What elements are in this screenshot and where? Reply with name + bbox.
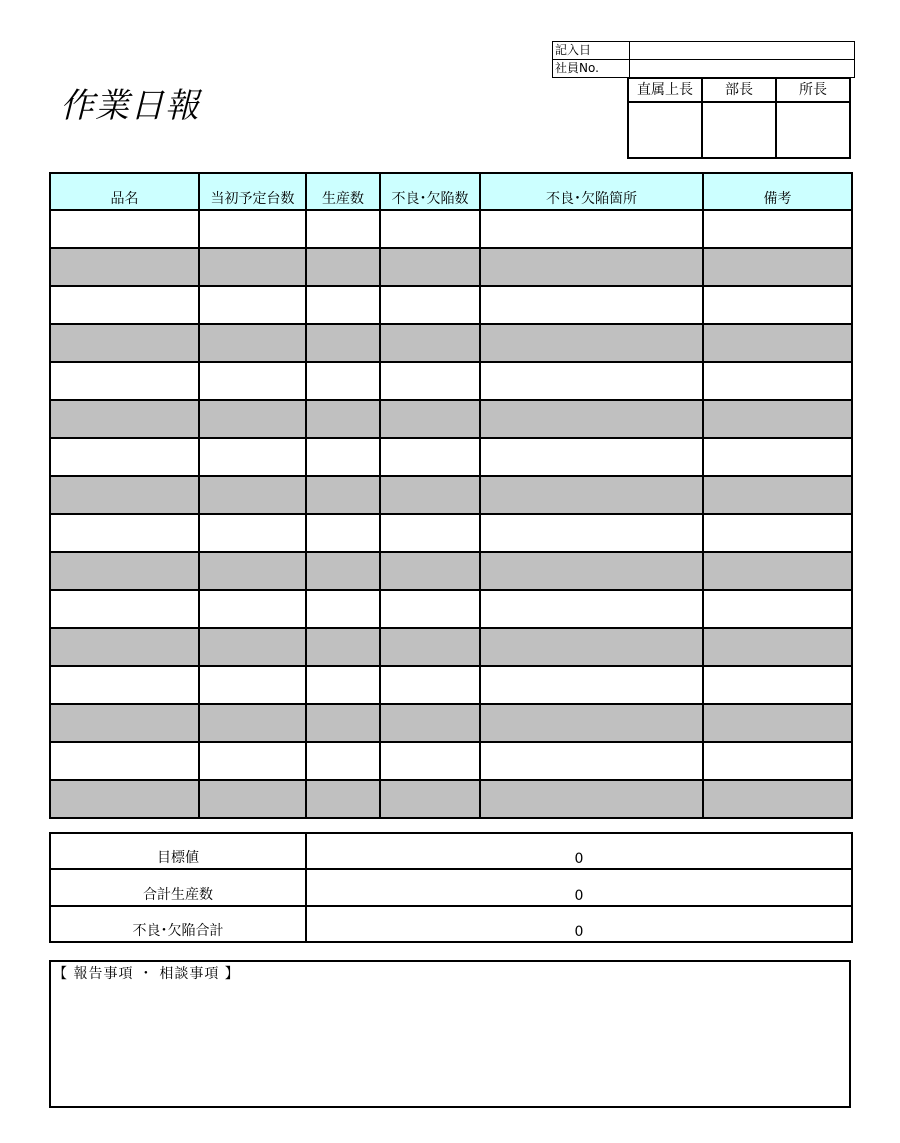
- cell-remarks[interactable]: [703, 286, 852, 324]
- cell-planned-units[interactable]: [199, 248, 306, 286]
- cell-defect-count[interactable]: [380, 742, 480, 780]
- cell-product[interactable]: [50, 476, 199, 514]
- approval-stamp-cell[interactable]: [628, 102, 702, 158]
- cell-produced[interactable]: [306, 286, 380, 324]
- table-row: [50, 590, 852, 628]
- cell-produced[interactable]: [306, 324, 380, 362]
- cell-product[interactable]: [50, 628, 199, 666]
- cell-defect-location[interactable]: [480, 476, 703, 514]
- employee-no-field[interactable]: [630, 60, 855, 78]
- cell-planned-units[interactable]: [199, 210, 306, 248]
- cell-defect-count[interactable]: [380, 400, 480, 438]
- table-row: [50, 476, 852, 514]
- cell-remarks[interactable]: [703, 438, 852, 476]
- table-row: [50, 704, 852, 742]
- cell-remarks[interactable]: [703, 248, 852, 286]
- cell-defect-count[interactable]: [380, 666, 480, 704]
- cell-defect-count[interactable]: [380, 628, 480, 666]
- cell-produced[interactable]: [306, 476, 380, 514]
- cell-produced[interactable]: [306, 362, 380, 400]
- table-row: [50, 400, 852, 438]
- table-row: [50, 324, 852, 362]
- cell-product[interactable]: [50, 514, 199, 552]
- cell-remarks[interactable]: [703, 514, 852, 552]
- cell-defect-count[interactable]: [380, 362, 480, 400]
- cell-defect-location[interactable]: [480, 590, 703, 628]
- approval-office-head-label: 所長: [776, 78, 850, 102]
- column-header-defect-count: 不良･欠陥数: [380, 173, 480, 210]
- cell-produced[interactable]: [306, 704, 380, 742]
- cell-product[interactable]: [50, 438, 199, 476]
- cell-defect-count[interactable]: [380, 248, 480, 286]
- cell-product[interactable]: [50, 590, 199, 628]
- cell-planned-units[interactable]: [199, 666, 306, 704]
- cell-produced[interactable]: [306, 628, 380, 666]
- cell-produced[interactable]: [306, 248, 380, 286]
- cell-defect-location[interactable]: [480, 438, 703, 476]
- total-produced-label: 合計生産数: [50, 869, 306, 905]
- notes-label: 【 報告事項 ・ 相談事項 】: [53, 966, 240, 982]
- cell-defect-count[interactable]: [380, 552, 480, 590]
- cell-defect-location[interactable]: [480, 514, 703, 552]
- cell-remarks[interactable]: [703, 552, 852, 590]
- cell-planned-units[interactable]: [199, 514, 306, 552]
- cell-planned-units[interactable]: [199, 742, 306, 780]
- cell-defect-location[interactable]: [480, 552, 703, 590]
- total-defects-value: 0: [306, 906, 852, 942]
- cell-product[interactable]: [50, 362, 199, 400]
- cell-product[interactable]: [50, 704, 199, 742]
- cell-defect-location[interactable]: [480, 666, 703, 704]
- cell-produced[interactable]: [306, 210, 380, 248]
- employee-no-label: 社員No.: [553, 60, 630, 78]
- cell-remarks[interactable]: [703, 780, 852, 818]
- cell-produced[interactable]: [306, 780, 380, 818]
- target-value: 0: [306, 833, 852, 869]
- cell-remarks[interactable]: [703, 324, 852, 362]
- table-row: [50, 248, 852, 286]
- cell-defect-count[interactable]: [380, 286, 480, 324]
- column-header-product: 品名: [50, 173, 199, 210]
- table-row: [50, 514, 852, 552]
- approval-direct-supervisor-label: 直属上長: [628, 78, 702, 102]
- cell-defect-location[interactable]: [480, 248, 703, 286]
- page-title: 作業日報: [60, 86, 200, 126]
- table-row: [50, 286, 852, 324]
- column-header-defect-location: 不良･欠陥箇所: [480, 173, 703, 210]
- table-row: [50, 210, 852, 248]
- cell-product[interactable]: [50, 742, 199, 780]
- cell-defect-location[interactable]: [480, 780, 703, 818]
- cell-defect-count[interactable]: [380, 704, 480, 742]
- approval-stamp-cell[interactable]: [702, 102, 776, 158]
- approval-stamp-table: [627, 77, 851, 159]
- cell-defect-count[interactable]: [380, 210, 480, 248]
- cell-remarks[interactable]: [703, 666, 852, 704]
- cell-remarks[interactable]: [703, 742, 852, 780]
- cell-remarks[interactable]: [703, 400, 852, 438]
- cell-defect-location[interactable]: [480, 324, 703, 362]
- cell-product[interactable]: [50, 324, 199, 362]
- cell-defect-count[interactable]: [380, 514, 480, 552]
- production-table: [49, 172, 853, 819]
- cell-remarks[interactable]: [703, 590, 852, 628]
- table-row: [50, 552, 852, 590]
- cell-produced[interactable]: [306, 590, 380, 628]
- target-label: 目標値: [50, 833, 306, 869]
- cell-product[interactable]: [50, 666, 199, 704]
- cell-planned-units[interactable]: [199, 780, 306, 818]
- cell-remarks[interactable]: [703, 362, 852, 400]
- cell-planned-units[interactable]: [199, 476, 306, 514]
- cell-planned-units[interactable]: [199, 704, 306, 742]
- cell-planned-units[interactable]: [199, 362, 306, 400]
- column-header-planned-units: 当初予定台数: [199, 173, 306, 210]
- table-row: [50, 362, 852, 400]
- total-produced-value: 0: [306, 869, 852, 905]
- cell-produced[interactable]: [306, 742, 380, 780]
- cell-defect-location[interactable]: [480, 400, 703, 438]
- entry-info-table: [552, 41, 855, 78]
- cell-planned-units[interactable]: [199, 400, 306, 438]
- cell-planned-units[interactable]: [199, 590, 306, 628]
- cell-product[interactable]: [50, 248, 199, 286]
- cell-remarks[interactable]: [703, 210, 852, 248]
- entry-date-label: 記入日: [553, 42, 630, 60]
- cell-produced[interactable]: [306, 514, 380, 552]
- notes-box[interactable]: [49, 960, 851, 1108]
- cell-planned-units[interactable]: [199, 552, 306, 590]
- cell-product[interactable]: [50, 780, 199, 818]
- cell-produced[interactable]: [306, 400, 380, 438]
- table-row: [50, 628, 852, 666]
- table-row: [50, 438, 852, 476]
- cell-defect-location[interactable]: [480, 704, 703, 742]
- cell-defect-count[interactable]: [380, 590, 480, 628]
- cell-defect-location[interactable]: [480, 210, 703, 248]
- cell-defect-location[interactable]: [480, 362, 703, 400]
- cell-planned-units[interactable]: [199, 628, 306, 666]
- cell-defect-count[interactable]: [380, 780, 480, 818]
- table-row: [50, 666, 852, 704]
- cell-defect-count[interactable]: [380, 324, 480, 362]
- cell-defect-location[interactable]: [480, 742, 703, 780]
- cell-remarks[interactable]: [703, 628, 852, 666]
- cell-defect-count[interactable]: [380, 476, 480, 514]
- cell-produced[interactable]: [306, 666, 380, 704]
- cell-defect-location[interactable]: [480, 628, 703, 666]
- cell-planned-units[interactable]: [199, 438, 306, 476]
- cell-product[interactable]: [50, 210, 199, 248]
- table-row: [50, 780, 852, 818]
- cell-product[interactable]: [50, 286, 199, 324]
- cell-produced[interactable]: [306, 438, 380, 476]
- column-header-produced: 生産数: [306, 173, 380, 210]
- cell-product[interactable]: [50, 552, 199, 590]
- cell-product[interactable]: [50, 400, 199, 438]
- table-row: [50, 742, 852, 780]
- cell-produced[interactable]: [306, 552, 380, 590]
- approval-department-head-label: 部長: [702, 78, 776, 102]
- cell-planned-units[interactable]: [199, 324, 306, 362]
- cell-defect-count[interactable]: [380, 438, 480, 476]
- approval-stamp-cell[interactable]: [776, 102, 850, 158]
- cell-defect-location[interactable]: [480, 286, 703, 324]
- column-header-remarks: 備考: [703, 173, 852, 210]
- summary-table: [49, 832, 853, 943]
- total-defects-label: 不良･欠陥合計: [50, 906, 306, 942]
- cell-planned-units[interactable]: [199, 286, 306, 324]
- cell-remarks[interactable]: [703, 704, 852, 742]
- entry-date-field[interactable]: [630, 42, 855, 60]
- cell-remarks[interactable]: [703, 476, 852, 514]
